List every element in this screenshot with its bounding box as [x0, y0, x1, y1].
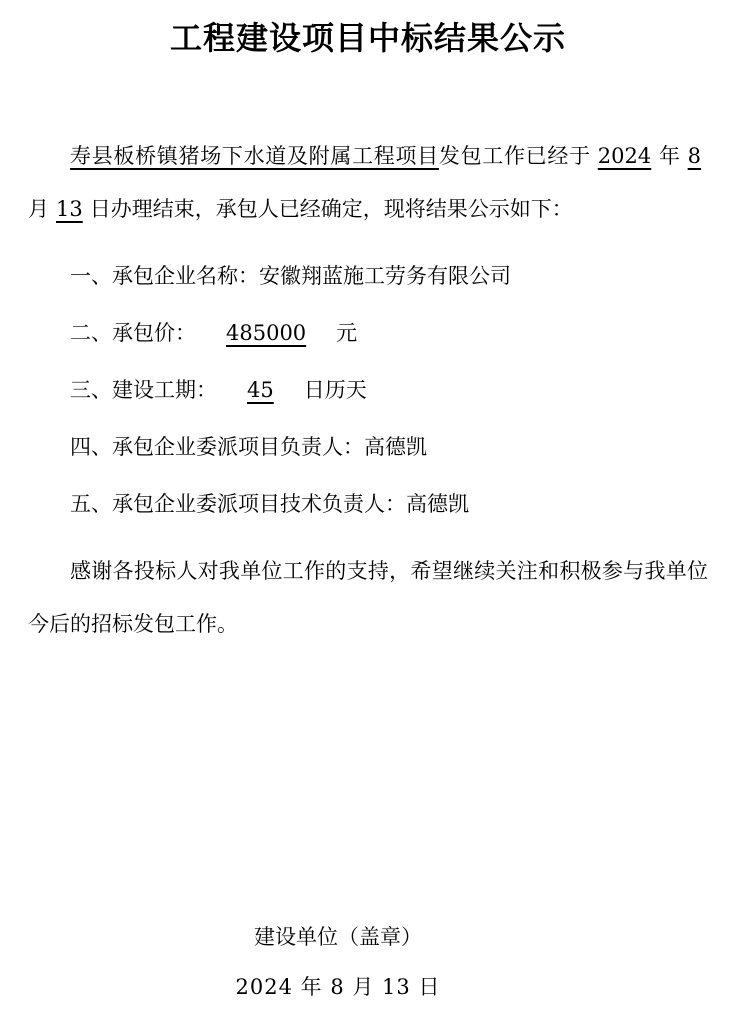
signature-inner [236, 912, 501, 1012]
document-page [0, 18, 736, 1030]
list-item-company-name [28, 250, 708, 303]
intro-paragraph [28, 130, 708, 236]
item-label: 三、建设工期： [70, 377, 217, 402]
intro-day-unit: 日办理结束，承包人已经确定，现将 [89, 196, 426, 221]
item-label: 五、承包企业委派项目技术负责人： [70, 491, 406, 516]
item-value: 45 [247, 377, 274, 402]
item-suffix: 日历天 [303, 377, 367, 402]
signature-unit: 建设单位（盖章） [254, 925, 422, 949]
item-value: 安徽翔蓝施工劳务有限公司 [259, 263, 511, 288]
item-suffix: 元 [336, 320, 358, 345]
intro-after-project: 发包工作已经 [438, 143, 570, 168]
intro-day: 13 [56, 196, 83, 221]
item-label: 二、承包价： [70, 320, 196, 345]
page-title: 工程建设项目中标结果公示 [169, 19, 566, 57]
list-item-duration [28, 364, 708, 417]
item-value: 485000 [226, 320, 307, 345]
list-item-technical-manager [28, 478, 708, 531]
intro-month-unit: 月 [28, 196, 49, 221]
intro-line3: 结果公示如下： [425, 196, 573, 221]
result-list [28, 250, 708, 531]
intro-month: 8 [687, 143, 702, 168]
intro-year-unit: 年 [658, 143, 681, 168]
intro-year: 2024 [597, 143, 652, 168]
signature-date: 2024 年 8 月 13 日 [235, 975, 441, 999]
item-value: 高德凯 [406, 491, 469, 516]
project-name: 寿县板桥镇猪场下水道及附属工程项目 [70, 143, 439, 168]
item-label: 一、承包企业名称： [70, 263, 259, 288]
list-item-project-manager [28, 421, 708, 474]
item-label: 四、承包企业委派项目负责人： [70, 434, 364, 459]
document-body [28, 130, 708, 651]
closing-paragraph: 感谢各投标人对我单位工作的支持，希望继续关注和积极参与我单位今后的招标发包工作。 [28, 558, 708, 636]
signature-block [0, 912, 736, 1012]
intro-line2-prefix: 于 [569, 143, 591, 168]
list-item-contract-price [28, 307, 708, 360]
item-value: 高德凯 [364, 434, 427, 459]
